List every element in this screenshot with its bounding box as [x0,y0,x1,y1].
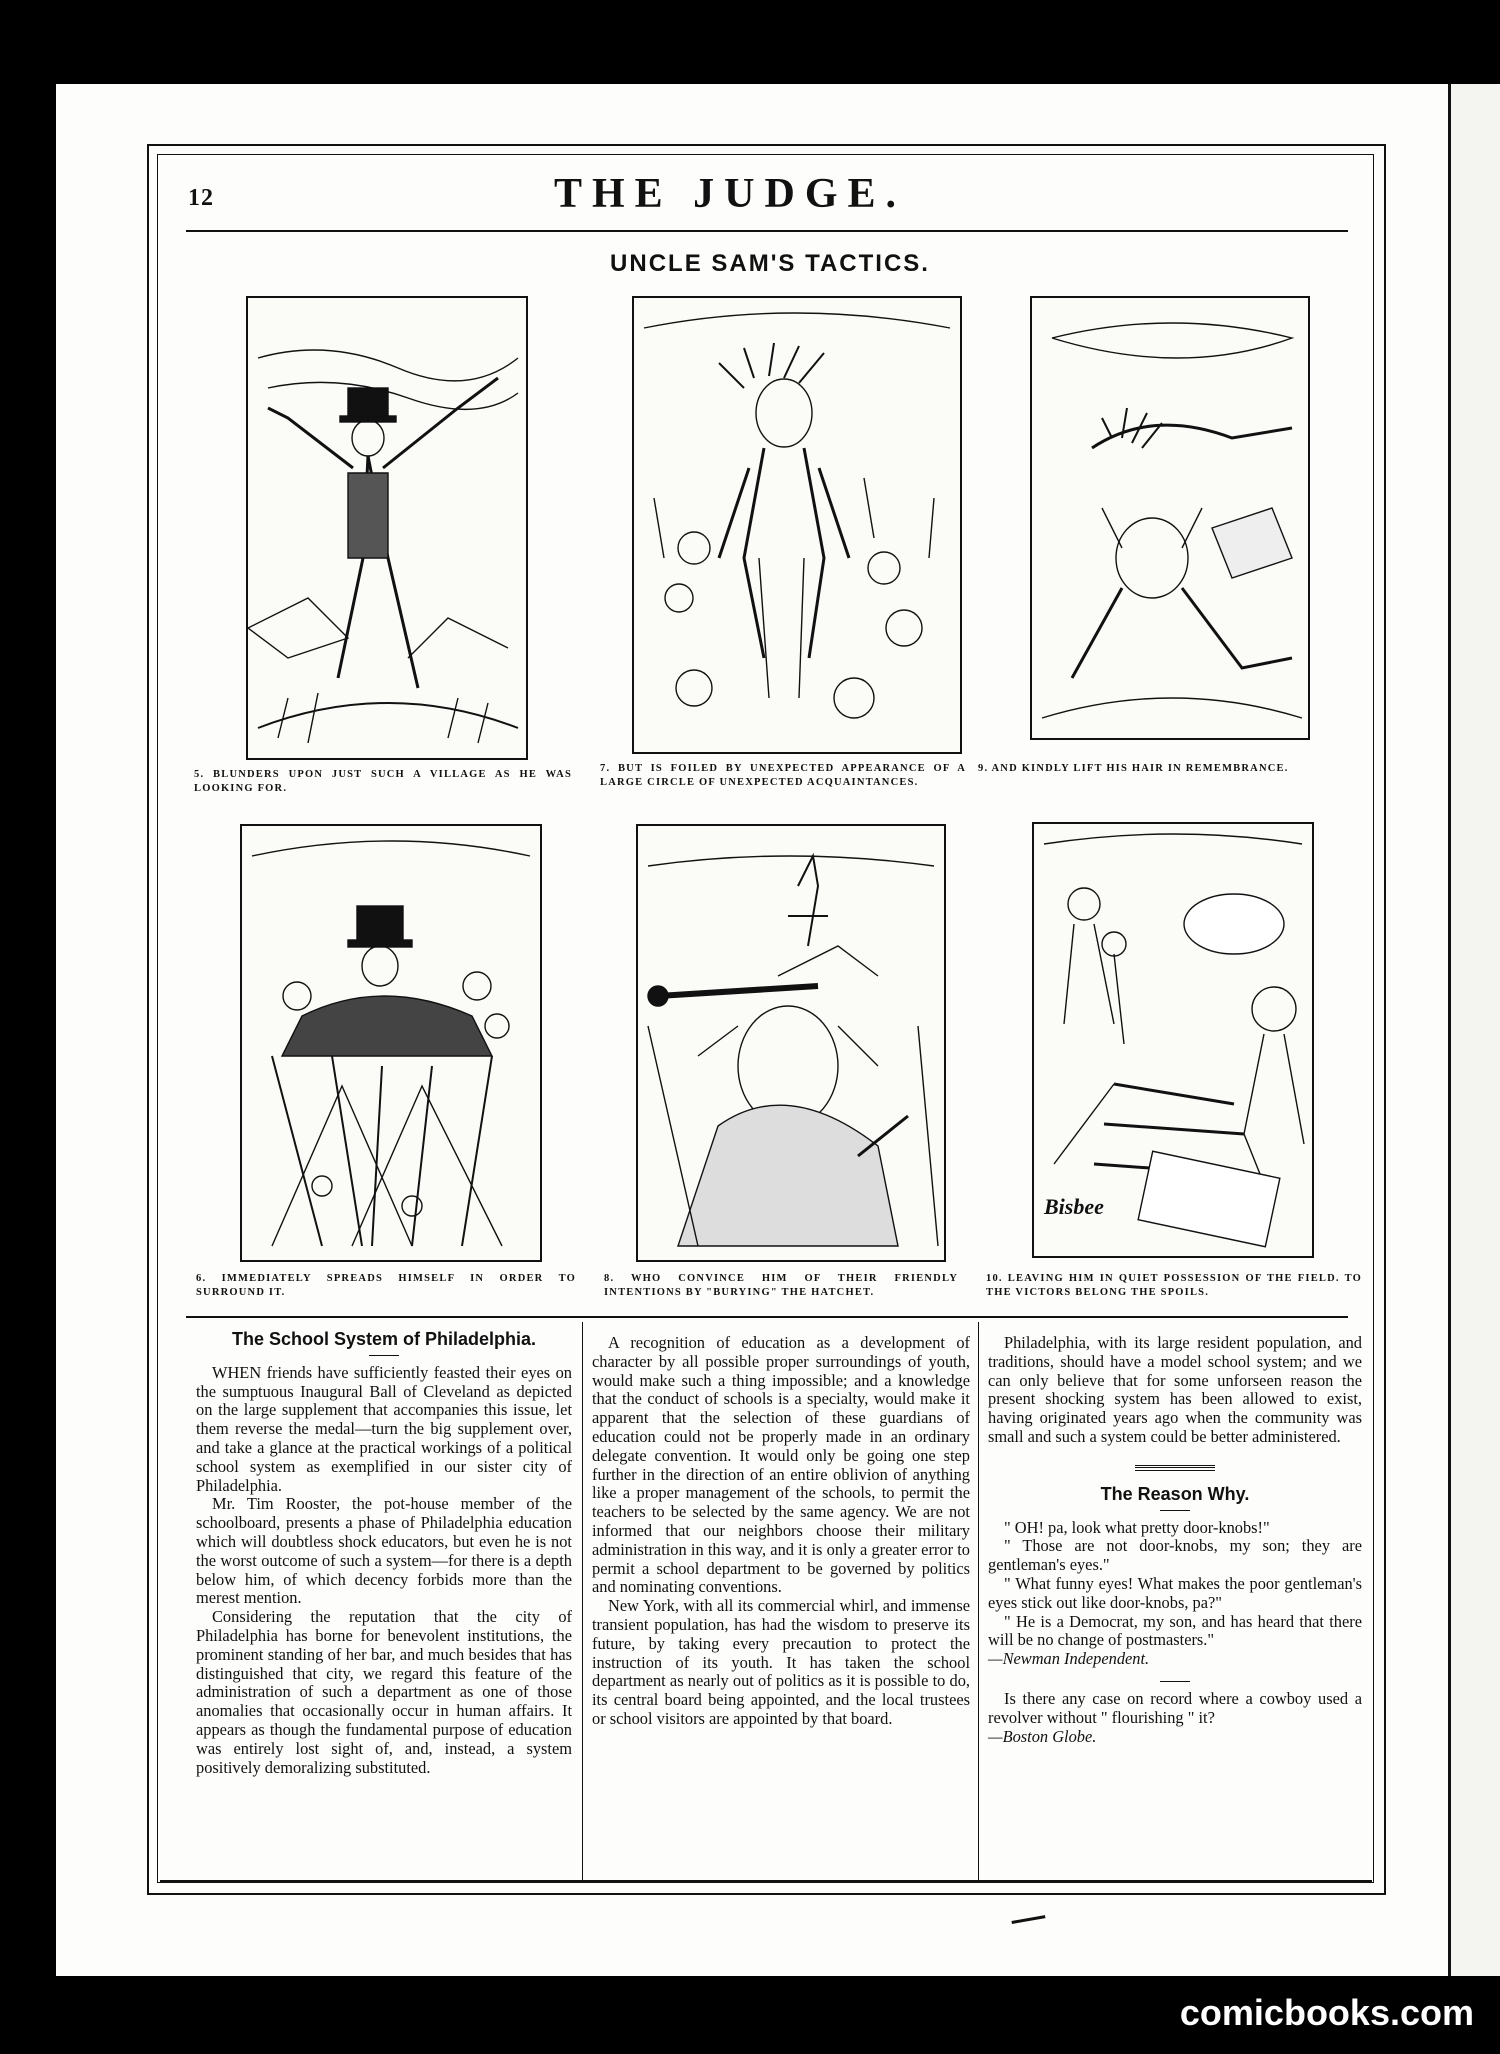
dialogue-line: " Those are not door-knobs, my son; they are gentleman's eyes." [988,1536,1362,1575]
cartoon-panel-6 [240,824,542,1262]
cartoon-panel-7 [632,296,962,754]
text-column-2 [592,1334,970,1729]
panel-8-illustration [638,826,944,1260]
double-rule [1135,1465,1215,1471]
dialogue-line: " OH! pa, look what pretty door-knobs!" [1004,1517,1270,1537]
caption-panel-8: 8. WHO CONVINCE HIM OF THEIR FRIENDLY INTENTIONS BY "BURYING" THE HATCHET. [604,1273,958,1298]
caption-panel-5: 5. BLUNDERS UPON JUST SUCH A VILLAGE AS HE WAS LOOKING FOR. [194,769,572,794]
article-paragraph: Considering the reputation that the city of Philadelphia has borne for benevolent institutions, the prominent standing of her bar, and much besides that has distinguished that city, we regard this feature of the administration of such a department as one of those anomalies that occasionally occur in human affairs. It appears as though the fundamental purpose of education was entirely lost sight of, and, instead, a system positively demoralizing substituted. [196,1607,572,1777]
text-column-1 [196,1330,572,1777]
article-paragraph: Mr. Tim Rooster, the pot-house member of the schoolboard, presents a phase of Philadelphia education which will doubtless shock educators, but even he is not the worst outcome of such a system—for there is a depth below him, of which decency forbids more than the merest mention. [196,1494,572,1608]
bottom-rule [160,1880,1372,1882]
article-paragraph: A recognition of education as a development of character by all possible proper surroundings of youth, would make such a thing impossible; and a knowledge that the conduct of schools is a specialty, would make it apparent that the selection of these guardians of education could not be properly made in an ordinary delegate convention. It would only be going one step further in the direction of an entire oblivion of anything like a proper management of the schools, to permit the teachers to be selected by the same agency. We are not informed that our neighbors choose their military administration in this way, and it is only a greater error to permit a school department to be governed by politics and nominating conventions. [592,1333,970,1597]
title-rule [369,1355,399,1356]
masthead-rule [186,230,1348,232]
page-number: 12 [188,185,214,211]
cartoon-panel-5 [246,296,528,760]
panel-9-illustration [1032,298,1308,738]
source-credit: —Newman Independent. [988,1649,1150,1669]
panel-10-illustration [1034,824,1312,1256]
title-rule [1160,1510,1190,1511]
cartoon-panel-8 [636,824,946,1262]
source-credit: —Boston Globe. [988,1726,1097,1746]
article-paragraph: WHEN friends have sufficiently feasted their eyes on the sumptuous Inaugural Ball of Cleveland as depicted on the large supplement that accompanies this issue, let them reverse the medal—turn the big supplement over, and take a glance at the practical workings of a political school system as exemplified in our sister city of Philadelphia. [196,1362,572,1495]
column-divider-1 [582,1322,583,1882]
watermark: comicbooks.com [1179,1992,1474,2033]
artist-signature: Bisbee [1044,1194,1104,1219]
column-divider-2 [978,1322,979,1882]
dialogue-line: " He is a Democrat, my son, and has heard that there will be no change of postmasters." [988,1611,1362,1650]
cartoon-panel-10 [1032,822,1314,1258]
article-title-reason-why: The Reason Why. [1100,1483,1250,1504]
article-paragraph: New York, with all its commercial whirl, and immense transient population, has had the wisdom to preserve its future, by taking every precaution to protect the instruction of its youth. It has taken the school department as nearly out of politics as it is possible to do, its central board being appointed, and the local trustees or school visitors are appointed by that board. [592,1596,970,1728]
facing-page-edge [1448,84,1500,1976]
cartoon-panel-9 [1030,296,1310,740]
text-column-3 [988,1334,1362,1746]
masthead: THE JUDGE. [553,171,907,217]
caption-panel-7: 7. BUT IS FOILED BY UNEXPECTED APPEARANCE OF A LARGE CIRCLE OF UNEXPECTED ACQUAINTANCES. [600,763,966,788]
panel-5-illustration [248,298,526,758]
dialogue-line: " What funny eyes! What makes the poor gentleman's eyes stick out like door-knobs, pa?" [988,1573,1362,1612]
item-rule [1160,1681,1190,1682]
caption-panel-10: 10. LEAVING HIM IN QUIET POSSESSION OF THE FIELD. TO THE VICTORS BELONG THE SPOILS. [986,1273,1362,1298]
article-paragraph: Philadelphia, with its large resident population, and traditions, should have a model school system; and we can only believe that for some unforseen reason the present shocking system has been allowed to exist, having originated years ago when the community was small and such a system could be better administered. [988,1333,1362,1446]
filler-item: Is there any case on record where a cowboy used a revolver without " flourishing " it? [988,1688,1362,1727]
panel-7-illustration [634,298,960,752]
panel-6-illustration [242,826,540,1260]
cartoon-series-title: UNCLE SAM'S TACTICS. [610,250,930,277]
section-rule [186,1316,1348,1318]
caption-panel-6: 6. IMMEDIATELY SPREADS HIMSELF IN ORDER TO SURROUND IT. [196,1273,576,1298]
caption-panel-9: 9. AND KINDLY LIFT HIS HAIR IN REMEMBRANCE. [978,763,1289,774]
article-title-school-system: The School System of Philadelphia. [231,1329,537,1349]
